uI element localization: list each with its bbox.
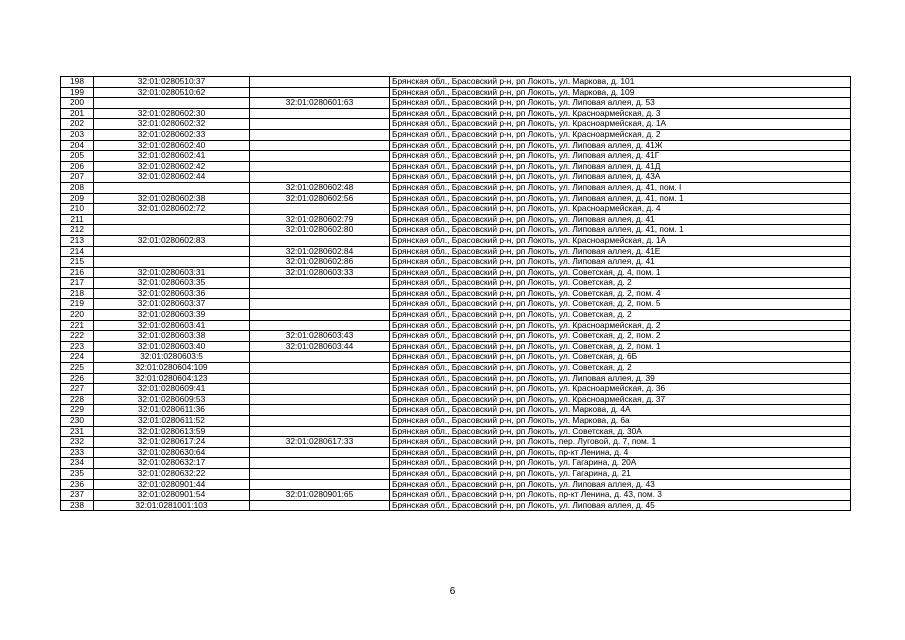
address-cell: Брянская обл., Брасовский р-н, рп Локоть, ул. Советская, д. 2 [390, 363, 851, 374]
row-number-cell: 214 [61, 246, 94, 257]
related-cadastral-number-cell [250, 394, 390, 405]
table-row [61, 193, 851, 204]
address-cell: Брянская обл., Брасовский р-н, рп Локоть, ул. Липовая аллея, д. 41, пом. 1 [390, 225, 851, 236]
address-cell: Брянская обл., Брасовский р-н, рп Локоть, ул. Липовая аллея, д. 43А [390, 172, 851, 183]
cadastral-number-cell: 32:01:0280603:35 [94, 278, 250, 289]
cadastral-number-cell: 32:01:0280632:22 [94, 468, 250, 479]
related-cadastral-number-cell [250, 363, 390, 374]
table-row [61, 204, 851, 215]
table-row [61, 341, 851, 352]
address-cell: Брянская обл., Брасовский р-н, рп Локоть, ул. Липовая аллея, д. 41Е [390, 246, 851, 257]
table-row [61, 246, 851, 257]
table-row [61, 490, 851, 501]
table-row [61, 468, 851, 479]
related-cadastral-number-cell [250, 500, 390, 511]
row-number-cell: 219 [61, 299, 94, 310]
address-cell: Брянская обл., Брасовский р-н, рп Локоть, ул. Липовая аллея, д. 41Ж [390, 140, 851, 151]
related-cadastral-number-cell [250, 108, 390, 119]
address-cell: Брянская обл., Брасовский р-н, рп Локоть, ул. Липовая аллея, д. 41 [390, 257, 851, 268]
table-row [61, 310, 851, 321]
cadastral-number-cell: 32:01:0280609:53 [94, 394, 250, 405]
row-number-cell: 201 [61, 108, 94, 119]
row-number-cell: 225 [61, 363, 94, 374]
address-cell: Брянская обл., Брасовский р-н, рп Локоть, ул. Гагарина, д. 21 [390, 468, 851, 479]
related-cadastral-number-cell [250, 278, 390, 289]
address-cell: Брянская обл., Брасовский р-н, рп Локоть, ул. Маркова, д. 109 [390, 87, 851, 98]
address-cell: Брянская обл., Брасовский р-н, рп Локоть, ул. Красноармейская, д. 2 [390, 320, 851, 331]
address-cell: Брянская обл., Брасовский р-н, рп Локоть, пр-кт Ленина, д. 43, пом. 3 [390, 490, 851, 501]
row-number-cell: 210 [61, 204, 94, 215]
related-cadastral-number-cell [250, 447, 390, 458]
table-row [61, 288, 851, 299]
table-row [61, 182, 851, 193]
cadastral-number-cell: 32:01:0280630:64 [94, 447, 250, 458]
row-number-cell: 209 [61, 193, 94, 204]
related-cadastral-number-cell [250, 87, 390, 98]
related-cadastral-number-cell [250, 140, 390, 151]
table-row [61, 214, 851, 225]
cadastral-number-cell [94, 182, 250, 193]
table-row [61, 87, 851, 98]
related-cadastral-number-cell: 32:01:0280601:63 [250, 98, 390, 109]
table-row [61, 119, 851, 130]
related-cadastral-number-cell: 32:01:0280602:48 [250, 182, 390, 193]
cadastral-number-cell: 32:01:0280603:40 [94, 341, 250, 352]
address-cell: Брянская обл., Брасовский р-н, рп Локоть, ул. Красноармейская, д. 4 [390, 204, 851, 215]
related-cadastral-number-cell: 32:01:0280603:33 [250, 267, 390, 278]
table-row [61, 479, 851, 490]
row-number-cell: 211 [61, 214, 94, 225]
related-cadastral-number-cell [250, 426, 390, 437]
row-number-cell: 204 [61, 140, 94, 151]
cadastral-number-cell [94, 214, 250, 225]
cadastral-number-cell: 32:01:0280602:40 [94, 140, 250, 151]
address-cell: Брянская обл., Брасовский р-н, рп Локоть, ул. Липовая аллея, д. 41Г [390, 151, 851, 162]
row-number-cell: 205 [61, 151, 94, 162]
related-cadastral-number-cell [250, 77, 390, 88]
address-cell: Брянская обл., Брасовский р-н, рп Локоть, ул. Советская, д. 4, пом. 1 [390, 267, 851, 278]
related-cadastral-number-cell [250, 299, 390, 310]
address-cell: Брянская обл., Брасовский р-н, рп Локоть, ул. Красноармейская, д. 3 [390, 108, 851, 119]
table-row [61, 331, 851, 342]
table-row [61, 437, 851, 448]
address-cell: Брянская обл., Брасовский р-н, рп Локоть, ул. Липовая аллея, д. 39 [390, 373, 851, 384]
row-number-cell: 229 [61, 405, 94, 416]
row-number-cell: 233 [61, 447, 94, 458]
cadastral-number-cell [94, 98, 250, 109]
row-number-cell: 208 [61, 182, 94, 193]
row-number-cell: 236 [61, 479, 94, 490]
row-number-cell: 198 [61, 77, 94, 88]
cadastral-number-cell: 32:01:0280611:52 [94, 416, 250, 427]
related-cadastral-number-cell [250, 416, 390, 427]
address-cell: Брянская обл., Брасовский р-н, рп Локоть, ул. Красноармейская, д. 36 [390, 384, 851, 395]
row-number-cell: 220 [61, 310, 94, 321]
related-cadastral-number-cell [250, 204, 390, 215]
related-cadastral-number-cell: 32:01:0280617:33 [250, 437, 390, 448]
related-cadastral-number-cell [250, 235, 390, 246]
row-number-cell: 224 [61, 352, 94, 363]
related-cadastral-number-cell [250, 352, 390, 363]
cadastral-number-cell: 32:01:0280602:38 [94, 193, 250, 204]
row-number-cell: 230 [61, 416, 94, 427]
address-cell: Брянская обл., Брасовский р-н, рп Локоть, ул. Липовая аллея, д. 41Д [390, 161, 851, 172]
related-cadastral-number-cell [250, 468, 390, 479]
table-row [61, 98, 851, 109]
address-cell: Брянская обл., Брасовский р-н, рп Локоть, ул. Маркова, д. 6а [390, 416, 851, 427]
row-number-cell: 213 [61, 235, 94, 246]
cadastral-number-cell: 32:01:0280603:5 [94, 352, 250, 363]
cadastral-number-cell: 32:01:0280611:36 [94, 405, 250, 416]
row-number-cell: 215 [61, 257, 94, 268]
row-number-cell: 207 [61, 172, 94, 183]
address-cell: Брянская обл., Брасовский р-н, рп Локоть, ул. Гагарина, д. 20А [390, 458, 851, 469]
cadastral-table [60, 76, 851, 511]
cadastral-number-cell: 32:01:0280602:32 [94, 119, 250, 130]
related-cadastral-number-cell: 32:01:0280602:84 [250, 246, 390, 257]
related-cadastral-number-cell [250, 320, 390, 331]
address-cell: Брянская обл., Брасовский р-н, рп Локоть, пр-кт Ленина, д. 4 [390, 447, 851, 458]
cadastral-number-cell: 32:01:0280603:36 [94, 288, 250, 299]
cadastral-number-cell: 32:01:0280603:37 [94, 299, 250, 310]
cadastral-number-cell: 32:01:0280617:24 [94, 437, 250, 448]
row-number-cell: 226 [61, 373, 94, 384]
address-cell: Брянская обл., Брасовский р-н, рп Локоть, ул. Красноармейская, д. 37 [390, 394, 851, 405]
table-body [61, 77, 851, 511]
table-row [61, 373, 851, 384]
cadastral-number-cell: 32:01:0280901:54 [94, 490, 250, 501]
address-cell: Брянская обл., Брасовский р-н, рп Локоть, ул. Советская, д. 2, пом. 4 [390, 288, 851, 299]
related-cadastral-number-cell [250, 172, 390, 183]
related-cadastral-number-cell: 32:01:0280602:79 [250, 214, 390, 225]
address-cell: Брянская обл., Брасовский р-н, рп Локоть, ул. Красноармейская, д. 2 [390, 129, 851, 140]
address-cell: Брянская обл., Брасовский р-н, рп Локоть, ул. Красноармейская, д. 1А [390, 119, 851, 130]
cadastral-number-cell: 32:01:0280604:109 [94, 363, 250, 374]
related-cadastral-number-cell [250, 119, 390, 130]
address-cell: Брянская обл., Брасовский р-н, рп Локоть, ул. Маркова, д. 4А [390, 405, 851, 416]
row-number-cell: 232 [61, 437, 94, 448]
cadastral-number-cell: 32:01:0280510:62 [94, 87, 250, 98]
cadastral-number-cell: 32:01:0280603:38 [94, 331, 250, 342]
cadastral-number-cell: 32:01:0280602:33 [94, 129, 250, 140]
table-row [61, 108, 851, 119]
address-cell: Брянская обл., Брасовский р-н, рп Локоть, ул. Липовая аллея, д. 41 [390, 214, 851, 225]
cadastral-number-cell: 32:01:0280602:72 [94, 204, 250, 215]
related-cadastral-number-cell: 32:01:0280901:65 [250, 490, 390, 501]
table-row [61, 320, 851, 331]
row-number-cell: 237 [61, 490, 94, 501]
related-cadastral-number-cell [250, 310, 390, 321]
row-number-cell: 221 [61, 320, 94, 331]
cadastral-number-cell: 32:01:0280602:83 [94, 235, 250, 246]
cadastral-number-cell: 32:01:0281001:103 [94, 500, 250, 511]
cadastral-number-cell: 32:01:0280603:31 [94, 267, 250, 278]
cadastral-number-cell: 32:01:0280603:39 [94, 310, 250, 321]
table-row [61, 161, 851, 172]
row-number-cell: 227 [61, 384, 94, 395]
cadastral-number-cell: 32:01:0280603:41 [94, 320, 250, 331]
cadastral-number-cell: 32:01:0280510:37 [94, 77, 250, 88]
table-row [61, 257, 851, 268]
related-cadastral-number-cell [250, 458, 390, 469]
related-cadastral-number-cell [250, 288, 390, 299]
address-cell: Брянская обл., Брасовский р-н, рп Локоть, ул. Советская, д. 2, пом. 2 [390, 331, 851, 342]
related-cadastral-number-cell [250, 151, 390, 162]
table-row [61, 172, 851, 183]
cadastral-number-cell [94, 257, 250, 268]
row-number-cell: 231 [61, 426, 94, 437]
row-number-cell: 206 [61, 161, 94, 172]
cadastral-number-cell: 32:01:0280901:44 [94, 479, 250, 490]
row-number-cell: 203 [61, 129, 94, 140]
table-row [61, 405, 851, 416]
table-row [61, 500, 851, 511]
table-row [61, 447, 851, 458]
related-cadastral-number-cell [250, 373, 390, 384]
table-row [61, 235, 851, 246]
related-cadastral-number-cell [250, 479, 390, 490]
address-cell: Брянская обл., Брасовский р-н, рп Локоть, ул. Красноармейская, д. 1А [390, 235, 851, 246]
address-cell: Брянская обл., Брасовский р-н, рп Локоть, ул. Советская, д. 2 [390, 310, 851, 321]
address-cell: Брянская обл., Брасовский р-н, рп Локоть, ул. Советская, д. 30А [390, 426, 851, 437]
row-number-cell: 216 [61, 267, 94, 278]
table-row [61, 151, 851, 162]
page-number: 6 [449, 586, 456, 597]
table-row [61, 299, 851, 310]
cadastral-number-cell: 32:01:0280613:59 [94, 426, 250, 437]
row-number-cell: 222 [61, 331, 94, 342]
cadastral-number-cell: 32:01:0280632:17 [94, 458, 250, 469]
address-cell: Брянская обл., Брасовский р-н, рп Локоть, ул. Советская, д. 6Б [390, 352, 851, 363]
related-cadastral-number-cell [250, 405, 390, 416]
table-row [61, 426, 851, 437]
cadastral-number-cell: 32:01:0280602:42 [94, 161, 250, 172]
address-cell: Брянская обл., Брасовский р-н, рп Локоть, ул. Советская, д. 2, пом. 5 [390, 299, 851, 310]
cadastral-number-cell: 32:01:0280602:41 [94, 151, 250, 162]
related-cadastral-number-cell: 32:01:0280602:86 [250, 257, 390, 268]
table-row [61, 363, 851, 374]
address-cell: Брянская обл., Брасовский р-н, рп Локоть, ул. Липовая аллея, д. 43 [390, 479, 851, 490]
row-number-cell: 218 [61, 288, 94, 299]
cadastral-number-cell: 32:01:0280602:44 [94, 172, 250, 183]
row-number-cell: 238 [61, 500, 94, 511]
table-row [61, 278, 851, 289]
related-cadastral-number-cell [250, 161, 390, 172]
related-cadastral-number-cell [250, 384, 390, 395]
table-row [61, 458, 851, 469]
table-row [61, 384, 851, 395]
row-number-cell: 200 [61, 98, 94, 109]
address-cell: Брянская обл., Брасовский р-н, рп Локоть, ул. Липовая аллея, д. 41, пом. I [390, 182, 851, 193]
address-cell: Брянская обл., Брасовский р-н, рп Локоть, пер. Луговой, д. 7, пом. 1 [390, 437, 851, 448]
row-number-cell: 212 [61, 225, 94, 236]
row-number-cell: 199 [61, 87, 94, 98]
row-number-cell: 223 [61, 341, 94, 352]
row-number-cell: 234 [61, 458, 94, 469]
address-cell: Брянская обл., Брасовский р-н, рп Локоть, ул. Липовая аллея, д. 53 [390, 98, 851, 109]
row-number-cell: 217 [61, 278, 94, 289]
cadastral-number-cell [94, 225, 250, 236]
address-cell: Брянская обл., Брасовский р-н, рп Локоть, ул. Маркова, д. 101 [390, 77, 851, 88]
cadastral-number-cell: 32:01:0280602:30 [94, 108, 250, 119]
cadastral-number-cell: 32:01:0280604:123 [94, 373, 250, 384]
table-row [61, 77, 851, 88]
table-row [61, 129, 851, 140]
row-number-cell: 228 [61, 394, 94, 405]
related-cadastral-number-cell: 32:01:0280603:43 [250, 331, 390, 342]
address-cell: Брянская обл., Брасовский р-н, рп Локоть, ул. Липовая аллея, д. 45 [390, 500, 851, 511]
cadastral-number-cell: 32:01:0280609:41 [94, 384, 250, 395]
address-cell: Брянская обл., Брасовский р-н, рп Локоть, ул. Липовая аллея, д. 41, пом. 1 [390, 193, 851, 204]
table-row [61, 352, 851, 363]
table-row [61, 225, 851, 236]
table-row [61, 416, 851, 427]
related-cadastral-number-cell [250, 129, 390, 140]
address-cell: Брянская обл., Брасовский р-н, рп Локоть, ул. Советская, д. 2, пом. 1 [390, 341, 851, 352]
table-row [61, 140, 851, 151]
related-cadastral-number-cell: 32:01:0280603:44 [250, 341, 390, 352]
address-cell: Брянская обл., Брасовский р-н, рп Локоть, ул. Советская, д. 2 [390, 278, 851, 289]
related-cadastral-number-cell: 32:01:0280602:56 [250, 193, 390, 204]
table-row [61, 394, 851, 405]
row-number-cell: 235 [61, 468, 94, 479]
related-cadastral-number-cell: 32:01:0280602:80 [250, 225, 390, 236]
table-row [61, 267, 851, 278]
row-number-cell: 202 [61, 119, 94, 130]
cadastral-number-cell [94, 246, 250, 257]
